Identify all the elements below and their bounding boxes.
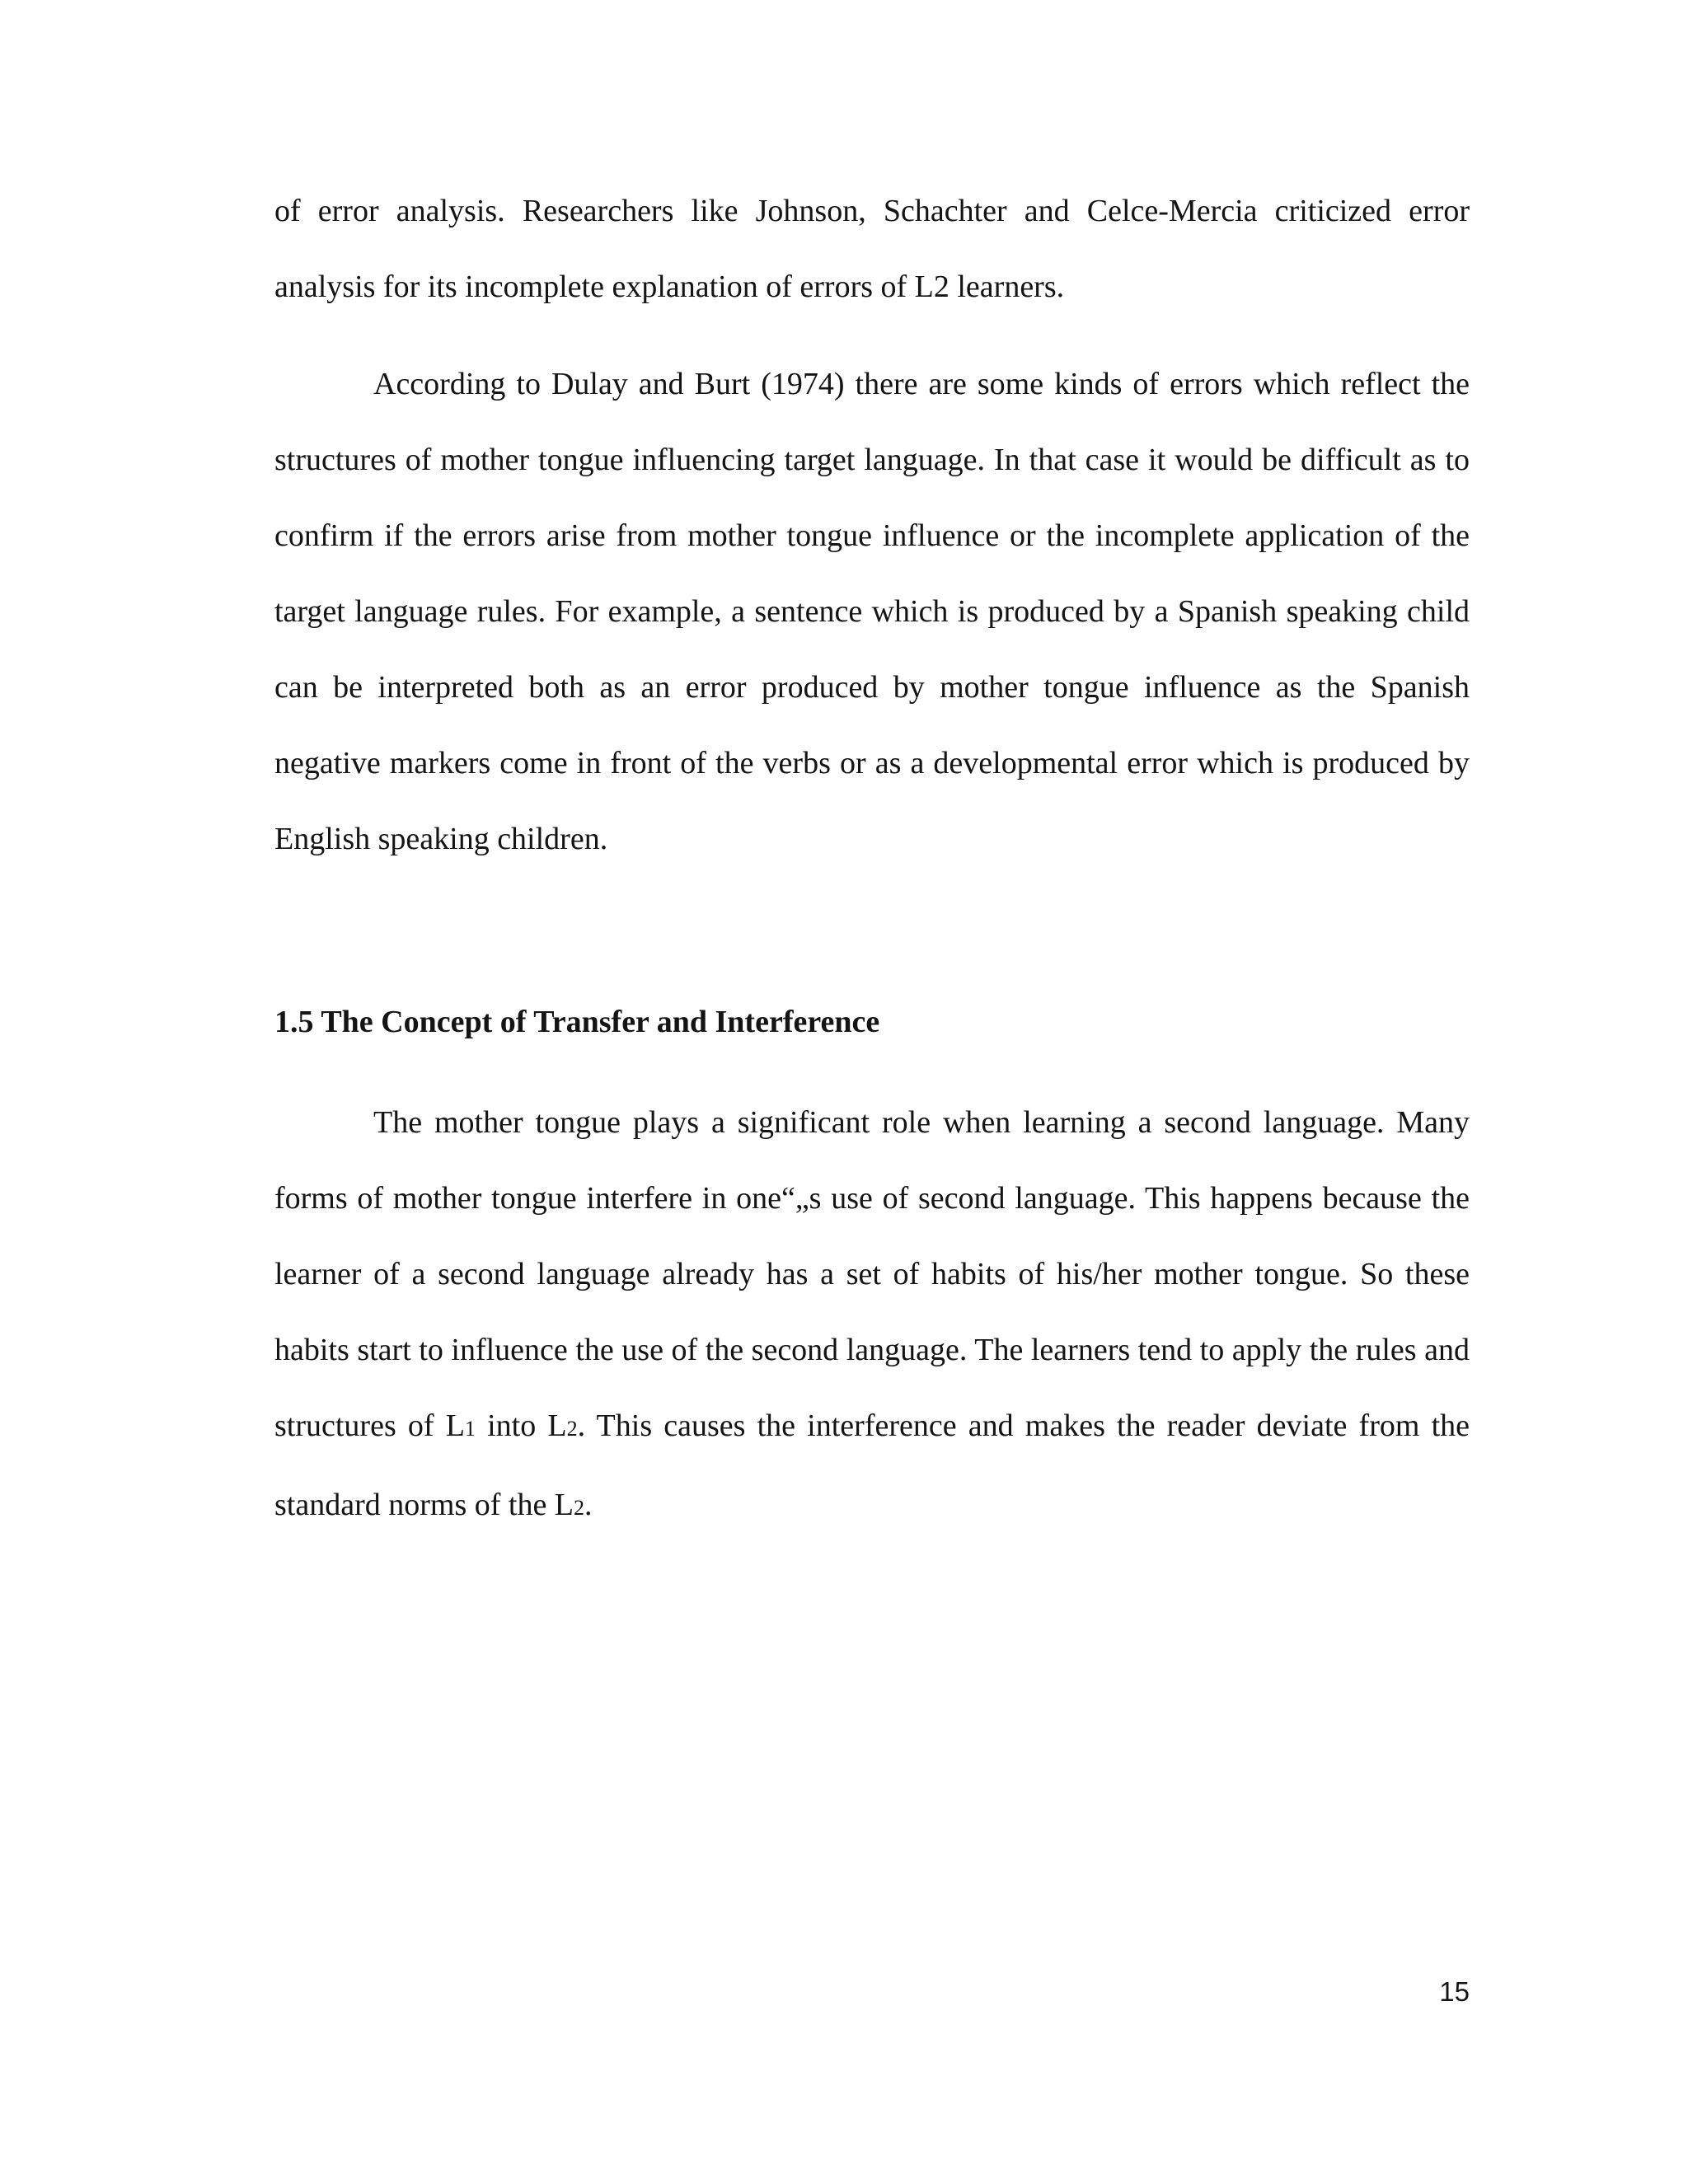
subscript-l2: 2 <box>566 1417 578 1441</box>
page-number: 15 <box>1439 1976 1470 2007</box>
paragraph-text: . <box>584 1488 593 1522</box>
paragraph-error-analysis-criticism: of error analysis. Researchers like Johnson, Schachter and Celce-Mercia criticized error analysis for its incomplete explanation of errors of L2 learners. <box>274 194 1470 304</box>
paragraph-text: The mother tongue plays a significant role when learning a second language. Many forms of mother tongue interfere in one“„s use of second language. This happens because the learner of a second language already has a set of habits of his/her mother tongue. So these habits start to influence the use of the second language. The learners tend to apply the rules and structures of L <box>274 1105 1470 1443</box>
subscript-l2: 2 <box>574 1496 585 1520</box>
subscript-l1: 1 <box>464 1417 476 1441</box>
paragraph-text: . This causes the interference and makes the reader deviate from the standard norms of the L <box>274 1408 1470 1522</box>
paragraph-dulay-burt: According to Dulay and Burt (1974) there are some kinds of errors which reflect the structures of mother tongue influencing target language. In that case it would be difficult as to confirm if the errors arise from mother tongue influence or the incomplete application of the target language rules. For example, a sentence which is produced by a Spanish speaking child can be interpreted both as an error produced by mother tongue influence as the Spanish negative markers come in front of the verbs or as a developmental error which is produced by English speaking children. <box>274 367 1470 856</box>
section-heading: 1.5 The Concept of Transfer and Interference <box>274 1005 880 1039</box>
paragraph-text: into L <box>475 1408 567 1443</box>
paragraph-mother-tongue <box>274 1085 1470 1546</box>
